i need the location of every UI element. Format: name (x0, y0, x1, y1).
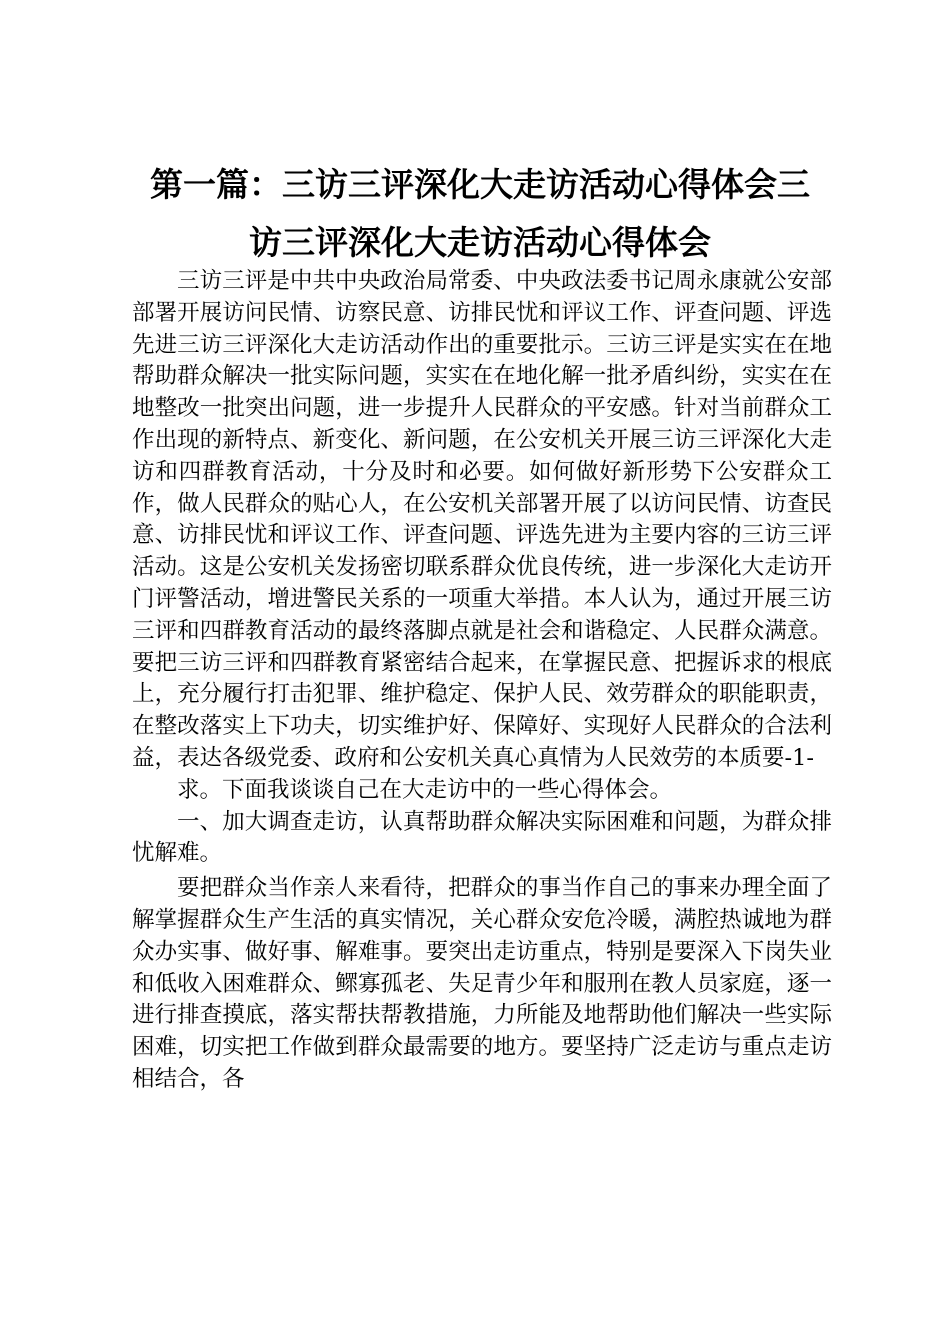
paragraph-intro: 三访三评是中共中央政治局常委、中央政法委书记周永康就公安部部署开展访问民情、访察民意、访排民忧和评议工作、评查问题、评选先进三访三评深化大走访活动作出的重要批示。三访三评是实实在在地帮助群众解决一批实际问题，实实在在地化解一批矛盾纠纷，实实在在地整改一批突出问题，进一步提升人民群众的平安感。针对当前群众工作出现的新特点、新变化、新问题，在公安机关开展三访三评深化大走访和四群教育活动，十分及时和必要。如何做好新形势下公安群众工作，做人民群众的贴心人，在公安机关部署开展了以访问民情、访查民意、访排民忧和评议工作、评查问题、评选先进为主要内容的三访三评活动。这是公安机关发扬密切联系群众优良传统，进一步深化大走访开门评警活动，增进警民关系的一项重大举措。本人认为，通过开展三访三评和四群教育活动的最终落脚点就是社会和谐稳定、人民群众满意。要把三访三评和四群教育紧密结合起来，在掌握民意、把握诉求的根底上，充分履行打击犯罪、维护稳定、保护人民、效劳群众的职能职责，在整改落实上下功夫，切实维护好、保障好、实现好人民群众的合法利益，表达各级党委、政府和公安机关真心真情为人民效劳的本质要-1- (132, 268, 832, 771)
paragraph-section-1: 要把群众当作亲人来看待，把群众的事当作自己的事来办理全面了解掌握群众生产生活的真实情况，关心群众安危冷暖，满腔热诚地为群众办实事、做好事、解难事。要突出走访重点，特别是要深入下岗失业和低收入困难群众、鳏寡孤老、失足青少年和服刑在教人员家庭，逐一进行排查摸底，落实帮扶帮教措施，力所能及地帮助他们解决一些实际困难，切实把工作做到群众最需要的地方。要坚持广泛走访与重点走访相结合，各 (132, 875, 832, 1092)
section-heading-1: 一、加大调查走访，认真帮助群众解决实际困难和问题，为群众排忧解难。 (132, 808, 832, 867)
paragraph-continuation: 求。下面我谈谈自己在大走访中的一些心得体会。 (177, 776, 673, 803)
document-body (132, 266, 832, 1096)
document-title-line-1: 第一篇：三访三评深化大走访活动心得体会三 (150, 165, 810, 204)
document-title-line-2: 访三评深化大走访活动心得体会 (249, 223, 711, 262)
